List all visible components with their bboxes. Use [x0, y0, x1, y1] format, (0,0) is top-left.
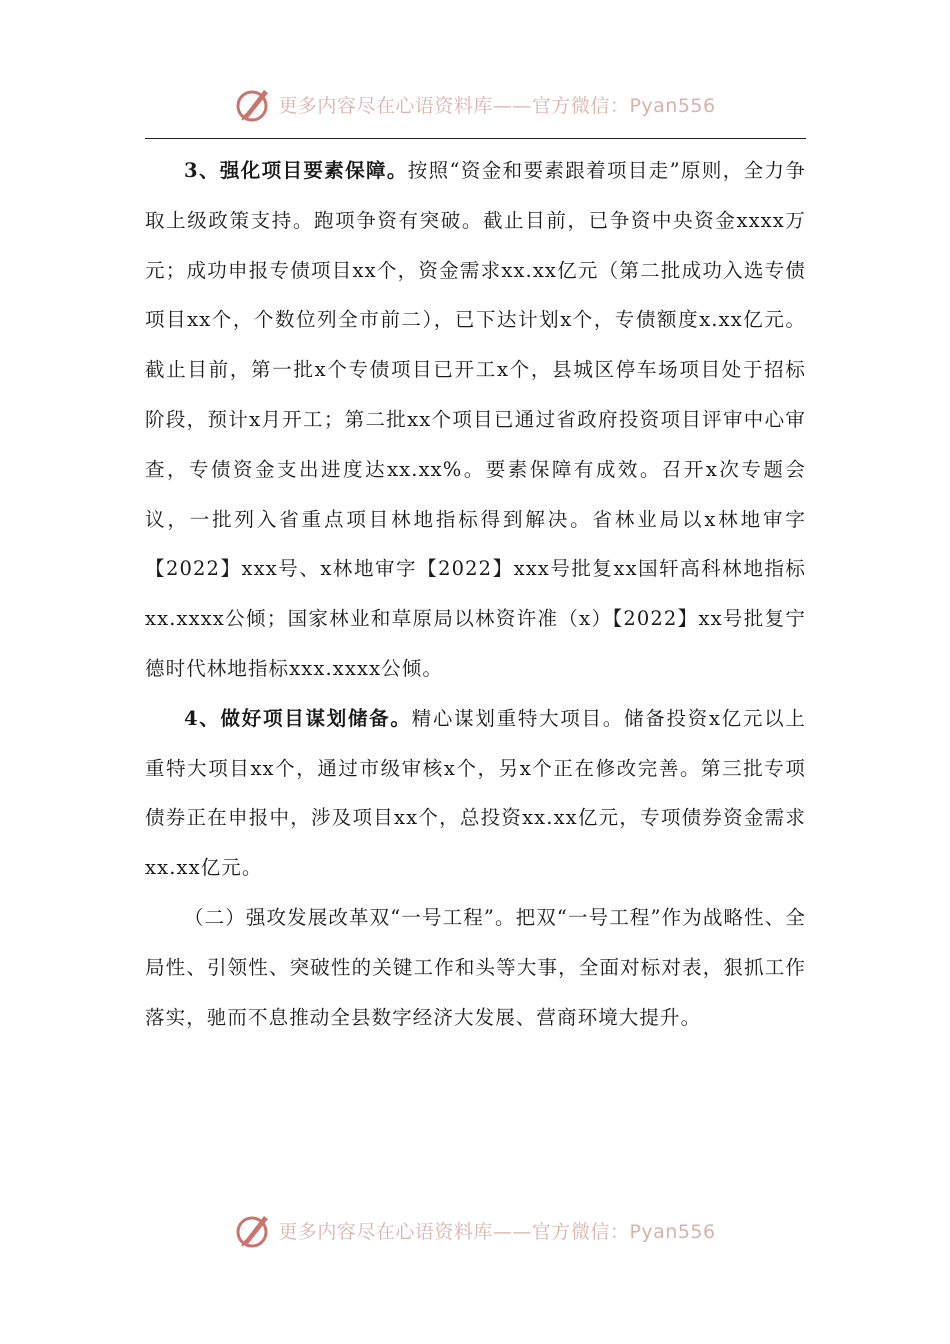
paragraph-item-3: [145, 146, 806, 694]
quill-logo-icon: [234, 1210, 274, 1250]
footer-watermark: [0, 1208, 950, 1252]
document-body: [145, 146, 806, 1042]
paragraph-text: 按照“资金和要素跟着项目走”原则，全力争取上级政策支持。跑项争资有突破。截止目前，已争资中央资金xxxx万元；成功申报专债项目xx个，资金需求xx.xx亿元（第二批成功入选专债项目xx个，个数位列全市前二），已下达计划x个，专债额度x.xx亿元。截止目前，第一批x个专债项目已开工x个，县城区停车场项目处于招标阶段，预计x月开工；第二批xx个项目已通过省政府投资项目评审中心审查，专债资金支出进度达xx.xx%。要素保障有成效。召开x次专题会议，一批列入省重点项目林地指标得到解决。省林业局以x林地审字【2022】xxx号、x林地审字【2022】xxx号批复xx国轩高科林地指标xx.xxxx公倾；国家林业和草原局以林资许准（x）【2022】xx号批复宁德时代林地指标xxx.xxxx公倾。: [145, 159, 806, 680]
paragraph-heading: 3、强化项目要素保障。: [184, 159, 408, 182]
paragraph-item-4: [145, 694, 806, 893]
quill-logo-icon: [234, 84, 274, 124]
paragraph-text: 精心谋划重特大项目。储备投资x亿元以上重特大项目xx个，通过市级审核x个，另x个正在修改完善。第三批专项债券正在申报中，涉及项目xx个，总投资xx.xx亿元，专项债券资金需求xx.xx亿元。: [145, 706, 806, 880]
header-watermark: [0, 82, 950, 126]
paragraph-section-2: [145, 893, 806, 1042]
paragraph-text: （二）强攻发展改革双“一号工程”。把双“一号工程”作为战略性、全局性、引领性、突破性的关键工作和头等大事，全面对标对表，狠抓工作落实，驰而不息推动全县数字经济大发展、营商环境大提升。: [145, 905, 806, 1029]
paragraph-heading: 4、做好项目谋划储备。: [184, 706, 412, 730]
header-watermark-text: 更多内容尽在心语资料库——官方微信：Pyan556: [278, 94, 716, 117]
footer-watermark-text: 更多内容尽在心语资料库——官方微信：Pyan556: [278, 1220, 716, 1243]
header-divider: [145, 138, 806, 139]
